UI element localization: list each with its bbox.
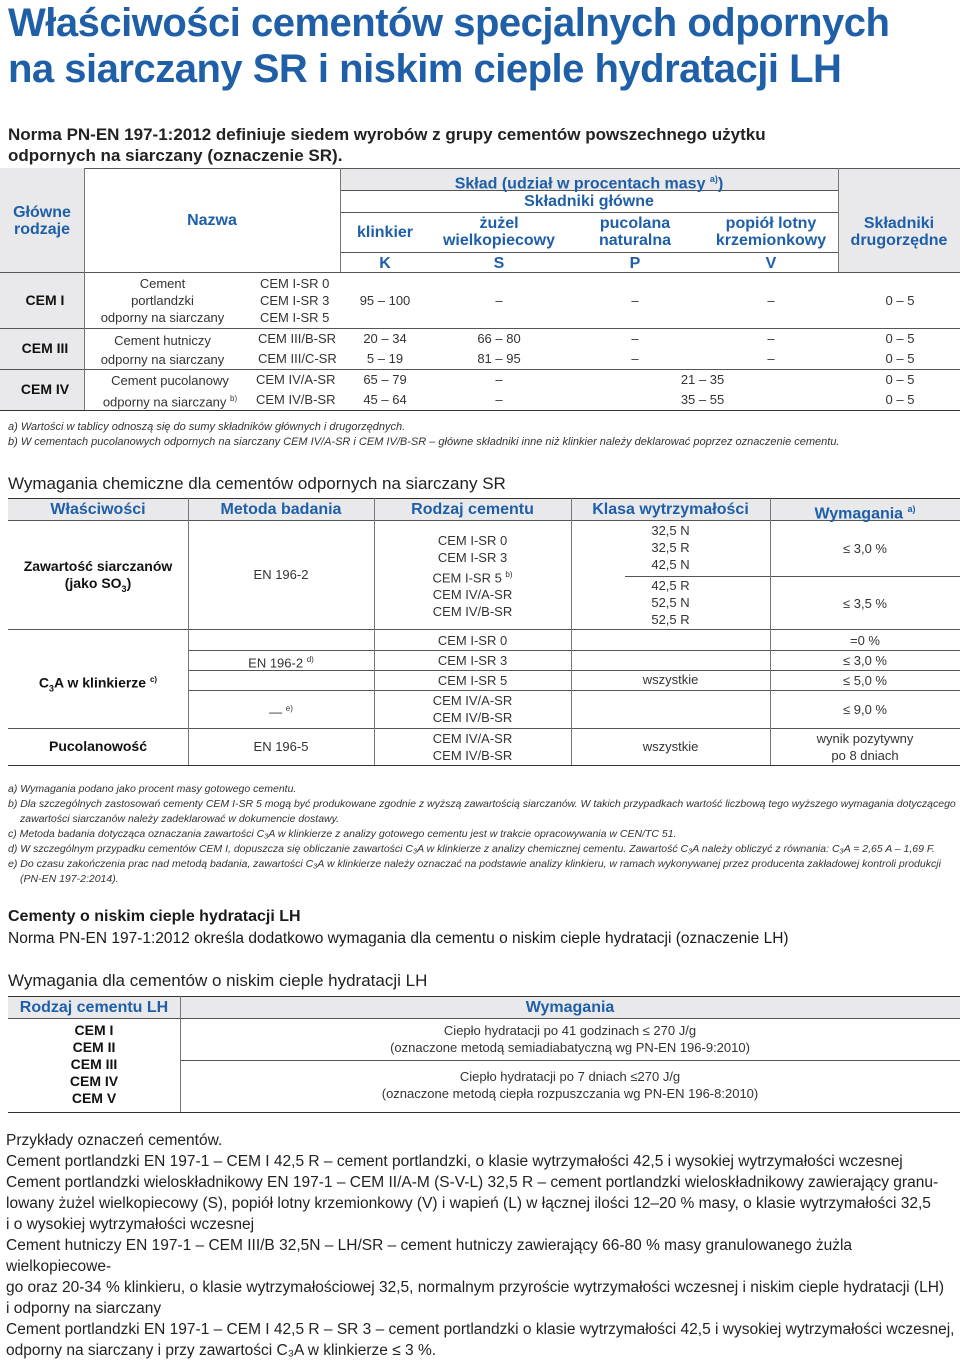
- sulfate-cement-types: CEM I-SR 0 CEM I-SR 3 CEM I-SR 5 $^{b)}$ CEM IV/A-SR CEM IV/B-SR: [432, 533, 513, 620]
- cement-codes: CEM I-SR 0 CEM I-SR 3 CEM I-SR 5: [260, 276, 330, 325]
- page-title: Właściwości cementów specjalnych odpornych na siarczany SR i niskim cieple hydratacji LH: [8, 1, 890, 91]
- header-properties: Właściwości: [50, 501, 146, 518]
- header-pozzolana: pucolana naturalna: [598, 215, 671, 249]
- cement-name: Cement portlandzki odporny na siarczany: [100, 276, 225, 325]
- sulfate-classes-1: 32,5 N 32,5 R 42,5 N: [651, 523, 690, 572]
- lh-table-title: Wymagania dla cementów o niskim cieple hydratacji LH: [8, 971, 428, 990]
- table2-notes: a) Wymagania podano jako procent masy gotowego cementu. b) Dla szczególnych zastosowań cementy CEM I-SR 5 mogą być produkowane zgodnie z wyższą zawartością siarczanów. W takich przypadkach wartość liczbową tego wyższego wymagania dotyczącego zawartości siarczanów należy zadeklarować w dokumencie dostawy. c) Metoda badania dotycząca oznaczania zawartości C₃A w klinkierze z analizy gotowego cementu jest w trakcie opracowywania w CEN/TC 51. d) W szczególnym przypadku cementów CEM I, dopuszcza się obliczanie zawartości C₃A w klinkierze z analizy chemicznej cementu. Zawartość C₃A należy obliczyć z równania: C₃A = 2,65 A – 1,69 F. e) Do czasu zakończenia prac nad metodą badania, zawartości C₃A w klinkierze należy oznaczać na podstawie analizy klinkieru, w ramach wykonywanej przez producenta zakładowej kontroli produkcji (PN-EN 197-2:2014).: [8, 783, 956, 885]
- cement-name: Cement pucolanowy odporny na siarczany $^{b)}$: [102, 373, 238, 410]
- header-name: Nazwa: [187, 212, 237, 229]
- lh-requirement-1: Ciepło hydratacji po 41 godzinach ≤ 270 J/g (oznaczone metodą semiadiabatyczną wg PN-EN 196-9:2010): [390, 1023, 750, 1055]
- header-p: P: [629, 255, 641, 272]
- header-lh-type: Rodzaj cementu LH: [19, 999, 169, 1016]
- header-requirements: Wymagania $^{a)}$: [814, 504, 916, 523]
- property-c3a: $C_3A$ w klinkierze $^{c)}$: [38, 674, 158, 694]
- cement-name: Cement hutniczy odporny na siarczany: [100, 333, 225, 367]
- main-type-cem-iv: CEM IV: [20, 381, 70, 397]
- examples: Przykłady oznaczeń cementów. Cement portlandzki EN 197-1 – CEM I 42,5 R – cement portlandzki, o klasie wytrzymałości 42,5 i wysokiej wytrzymałości wczesnej Cement portlandzki wieloskładnikowy EN 197-1 – CEM II/A-M (S-V-L) 32,5 R – cement portlandzki wieloskładnikowy zawierający granu- lowany żużel wielkopiecowy (S), popiół lotny krzemionkowy (V) i wapień (L) w łącznej ilości 12–20 % masy, o klasie wytrzymałości 32,5 i o wysokiej wytrzymałości wczesnej Cement hutniczy EN 197-1 – CEM III/B 32,5N – LH/SR – cement hutniczy zawierający 66-80 % masy granulowanego żużla wielkopiecowe- go oraz 20-34 % klinkieru, o klasie wytrzymałościowej 32,5, normalnym przyroście wytrzymałości wczesnej i niskim cieple hydratacji (LH) i odporny na siarczany Cement portlandzki EN 197-1 – CEM I 42,5 R – SR 3 – cement portlandzki o klasie wytrzymałości 42,5 i wysokiej wytrzymałości wczesnej, odporny na siarczany i przy zawartości C₃A w klinkierze ≤ 3 %.: [6, 1132, 955, 1359]
- lh-requirement-2: Ciepło hydratacji po 7 dniach ≤270 J/g (oznaczone metodą ciepła rozpuszczania wg PN-EN 196-8:2010): [381, 1069, 759, 1101]
- header-strength-class: Klasa wytrzymałości: [592, 501, 749, 518]
- header-clinker: klinkier: [356, 224, 414, 241]
- sulfate-classes-2: 42,5 R 52,5 N 52,5 R: [651, 578, 690, 627]
- header-lh-requirements: Wymagania: [525, 999, 615, 1016]
- header-method: Metoda badania: [220, 501, 342, 518]
- main-type-cem-i: CEM I: [25, 292, 65, 308]
- header-main-types: Główne rodzaje: [13, 204, 71, 238]
- property-sulfates: Zawartość siarczanów (jako $SO_3$): [23, 558, 173, 594]
- header-v: V: [765, 255, 777, 272]
- header-slag: żużel wielkopiecowy: [442, 215, 556, 249]
- header-main-components: Składniki główne: [524, 193, 654, 210]
- header-cement-type: Rodzaj cementu: [411, 501, 534, 518]
- property-pozzolanicity: Pucolanowość: [48, 738, 148, 754]
- header-k: K: [379, 255, 391, 272]
- header-composition: Skład (udział w procentach masy $^{a)}$): [454, 174, 724, 193]
- lh-text: Norma PN-EN 197-1:2012 określa dodatkowo wymagania dla cementu o niskim cieple hydratacji (oznaczenie LH): [8, 930, 789, 947]
- table2-title: Wymagania chemiczne dla cementów odpornych na siarczany SR: [8, 474, 506, 493]
- table1-notes: a) Wartości w tablicy odnoszą się do sumy składników głównych i drugorzędnych. b) W cementach pucolanowych odpornych na siarczany CEM IV/A-SR i CEM IV/B-SR – główne składniki inne niż klinkier należy deklarować poprzez oznaczenie cementu.: [8, 421, 840, 448]
- header-s: S: [493, 255, 505, 272]
- lh-cement-types: CEM I CEM II CEM III CEM IV CEM V: [69, 1022, 119, 1106]
- header-minor: Składniki drugorzędne: [850, 215, 948, 249]
- header-fly-ash: popiół lotny krzemionkowy: [715, 215, 827, 249]
- lh-heading: Cementy o niskim cieple hydratacji LH: [8, 908, 301, 925]
- intro-text: Norma PN-EN 197-1:2012 definiuje siedem wyrobów z grupy cementów powszechnego użytku odpornych na siarczany (oznaczenie SR).: [8, 125, 766, 165]
- main-type-cem-iii: CEM III: [21, 340, 69, 356]
